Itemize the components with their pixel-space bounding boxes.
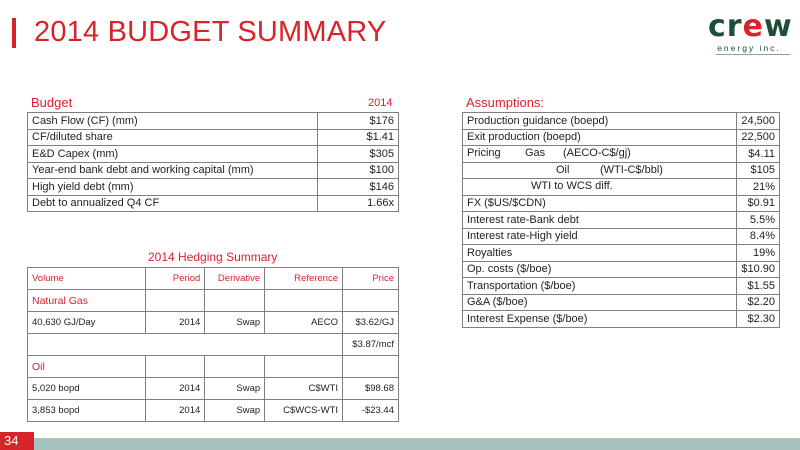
table-row: Op. costs ($/boe) $10.90: [463, 261, 780, 278]
table-row: CF/diluted share $1.41: [28, 129, 399, 146]
pricing-oil-cell: Oil (WTI-C$/bbl): [463, 162, 737, 179]
assumptions-table: [462, 112, 780, 328]
table-row: Cash Flow (CF) (mm) $176: [28, 113, 399, 130]
title-accent-bar: [12, 18, 16, 48]
pricing-diff-cell: WTI to WCS diff.: [463, 179, 737, 196]
page-title: 2014 BUDGET SUMMARY: [34, 16, 387, 48]
table-row: $3.87/mcf: [28, 334, 399, 356]
table-row: 3,853 bopd 2014 Swap C$WCS-WTI -$23.44: [28, 400, 399, 422]
table-row: FX ($US/$CDN) $0.91: [463, 195, 780, 212]
table-row: Interest rate-Bank debt 5.5%: [463, 212, 780, 229]
crew-energy-logo: [708, 9, 793, 60]
footer-bar: [0, 438, 800, 450]
table-row: 5,020 bopd 2014 Swap C$WTI $98.68: [28, 378, 399, 400]
assumptions-label: Assumptions:: [466, 95, 545, 110]
table-row: Exit production (boepd) 22,500: [463, 129, 780, 146]
table-row: Debt to annualized Q4 CF 1.66x: [28, 195, 399, 212]
table-row: 40,630 GJ/Day 2014 Swap AECO $3.62/GJ: [28, 312, 399, 334]
pricing-gas-cell: Pricing Gas (AECO-C$/gj): [463, 146, 737, 163]
table-section-row: Oil: [28, 356, 399, 378]
logo-wordmark: crew: [708, 9, 793, 44]
logo-divider: [716, 54, 790, 55]
table-row: Pricing Gas (AECO-C$/gj) $4.11: [463, 146, 780, 163]
hedging-title: 2014 Hedging Summary: [148, 250, 278, 264]
page-number: 34: [0, 432, 34, 450]
table-header-row: Volume Period Derivative Reference Price: [28, 268, 399, 290]
table-row: High yield debt (mm) $146: [28, 179, 399, 196]
hedging-table: [27, 267, 399, 422]
table-section-row: Natural Gas: [28, 290, 399, 312]
table-row: Year-end bank debt and working capital (mm) $100: [28, 162, 399, 179]
table-row: Interest rate-High yield 8.4%: [463, 228, 780, 245]
table-row: Production guidance (boepd) 24,500: [463, 113, 780, 130]
table-row: WTI to WCS diff. 21%: [463, 179, 780, 196]
table-row: E&D Capex (mm) $305: [28, 146, 399, 163]
table-row: Oil (WTI-C$/bbl) $105: [463, 162, 780, 179]
table-row: G&A ($/boe) $2.20: [463, 294, 780, 311]
table-row: Transportation ($/boe) $1.55: [463, 278, 780, 295]
budget-year: 2014: [368, 97, 393, 109]
logo-subtitle: energy inc.: [717, 43, 781, 53]
table-row: Royalties 19%: [463, 245, 780, 262]
budget-label: Budget: [31, 95, 73, 110]
budget-table: [27, 112, 399, 212]
table-row: Interest Expense ($/boe) $2.30: [463, 311, 780, 328]
